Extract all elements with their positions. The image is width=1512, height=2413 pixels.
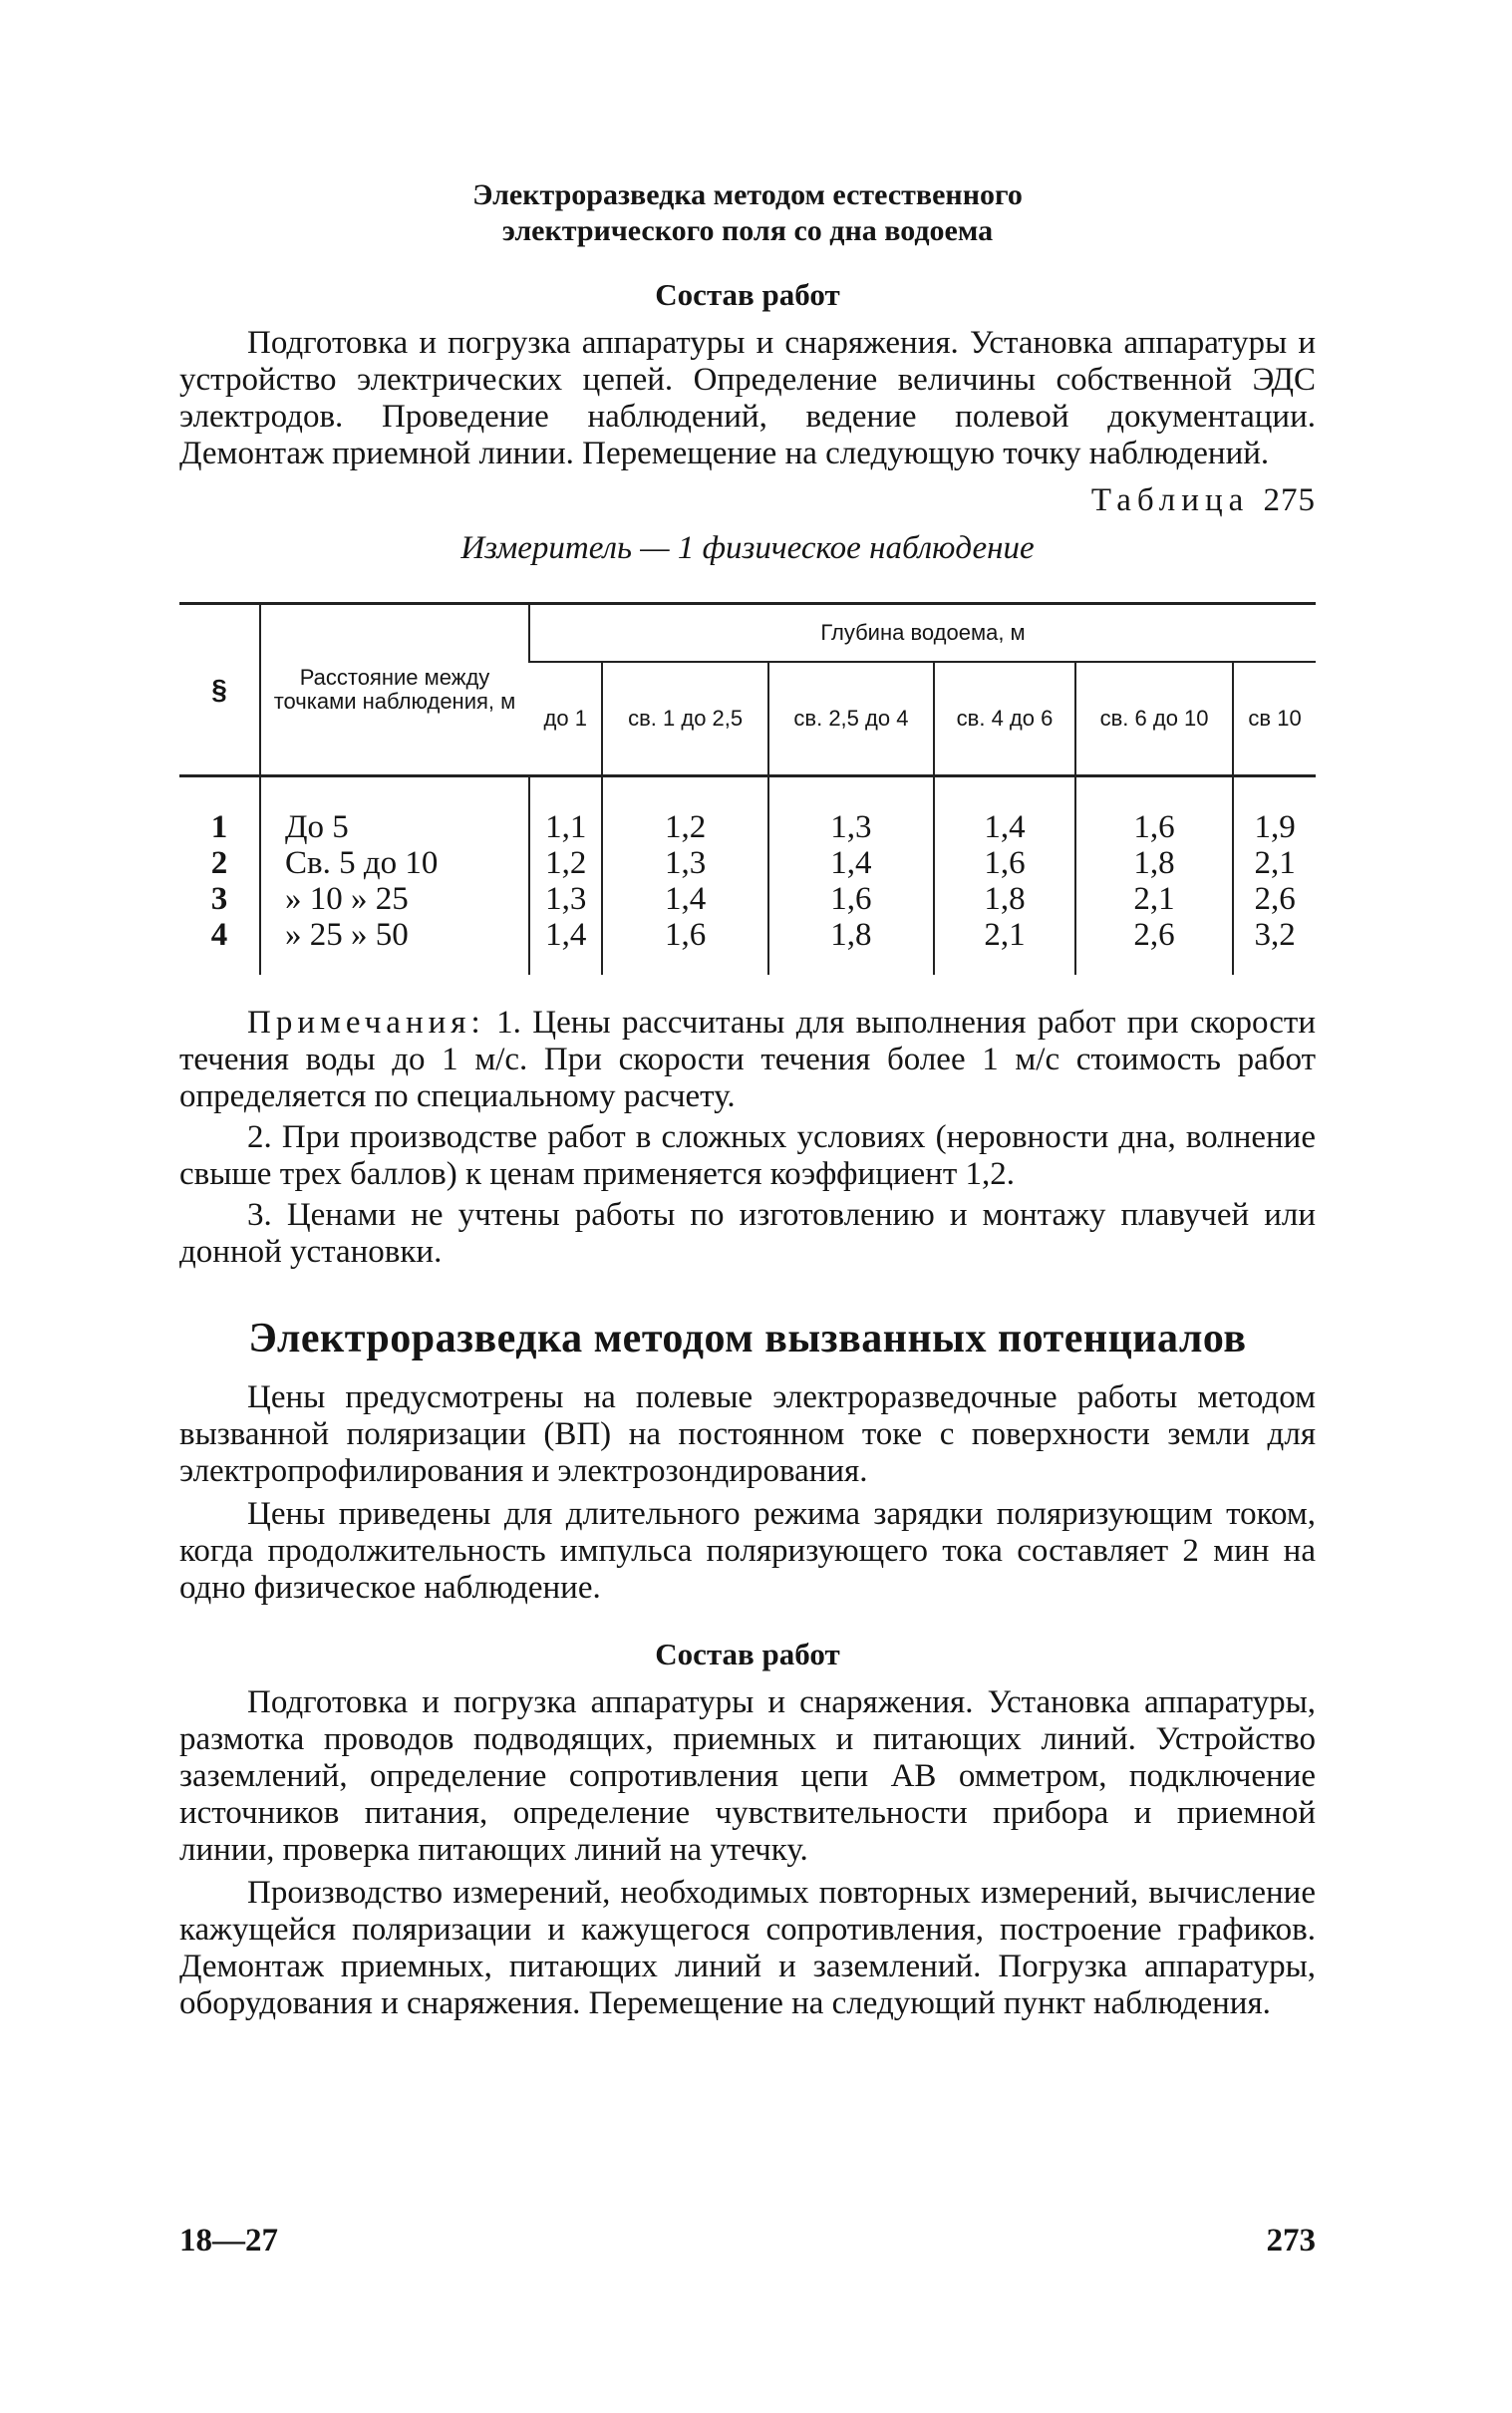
body-paragraph: Производство измерений, необходимых повторных измерений, вычисление кажущейся поляризации и кажущегося сопротивления, построение графиков. Демонтаж приемных, питающих линий и заземлений. Погрузка аппаратуры, оборудования и снаряжения. Перемещение на следующий пункт наблюдения. xyxy=(179,1875,1316,2021)
row-index: 1 xyxy=(179,776,260,846)
body-paragraph: Цены предусмотрены на полевые электроразведочные работы методом вызванной поляризации (ВП) на постоянном токе с поверхности земли для электропрофилирования и электрозондирования. xyxy=(179,1379,1316,1489)
cell-value: 1,3 xyxy=(602,845,767,881)
col-header-depth: до 1 xyxy=(529,662,602,776)
table-label-word: Таблица xyxy=(1090,482,1250,518)
cell-value: 1,6 xyxy=(602,917,767,975)
section-natural-field xyxy=(179,177,1316,568)
cell-value: 1,4 xyxy=(768,845,934,881)
table-row xyxy=(179,917,1316,975)
table-notes xyxy=(179,1005,1316,1271)
table-row xyxy=(179,881,1316,917)
row-distance: » 25 » 50 xyxy=(260,917,529,975)
cell-value: 1,3 xyxy=(768,776,934,846)
col-header-depth: св. 2,5 до 4 xyxy=(768,662,934,776)
cell-value: 1,2 xyxy=(602,776,767,846)
section-title: Электроразведка методом вызванных потенциалов xyxy=(248,1316,1247,1361)
section-title-line2: электрического поля со дна водоема xyxy=(501,214,994,247)
cell-value: 1,8 xyxy=(934,881,1075,917)
price-table xyxy=(179,602,1316,975)
col-header-depth: св. 4 до 6 xyxy=(934,662,1075,776)
table-caption: Измеритель — 1 физическое наблюдение xyxy=(460,530,1035,566)
section-induced-polarization xyxy=(179,1314,1316,2022)
cell-value: 2,1 xyxy=(1233,845,1316,881)
cell-value: 2,1 xyxy=(1075,881,1233,917)
table-row xyxy=(179,776,1316,846)
col-header-distance: Расстояние между точками наблюдения, м xyxy=(260,604,529,776)
note-1 xyxy=(179,1005,1316,1115)
table-label xyxy=(179,480,1316,520)
page-number: 273 xyxy=(1266,2223,1316,2259)
row-index: 3 xyxy=(210,881,228,917)
table-row xyxy=(179,845,1316,881)
col-header-depth: св. 1 до 2,5 xyxy=(602,662,767,776)
row-distance: До 5 xyxy=(260,776,529,846)
row-distance: » 10 » 25 xyxy=(260,881,529,917)
cell-value: 2,1 xyxy=(934,917,1075,975)
cell-value: 1,2 xyxy=(529,845,602,881)
cell-value: 1,4 xyxy=(529,917,602,975)
note-1-text: 1. Цены рассчитаны для выполнения работ при скорости течения воды до 1 м/с. При скорости течения более 1 м/с стоимость работ определяется по специальному расчету. xyxy=(179,1005,1316,1114)
subheading-work-composition: Состав работ xyxy=(655,1637,840,1671)
cell-value: 2,6 xyxy=(1075,917,1233,975)
col-header-depth: св 10 xyxy=(1233,662,1316,776)
body-paragraph: Подготовка и погрузка аппаратуры и снаряжения. Установка аппаратуры и устройство электрических цепей. Определение величины собственной ЭДС электродов. Проведение наблюдений, ведение полевой документации. Демонтаж приемной линии. Перемещение на следующую точку наблюдений. xyxy=(179,325,1316,471)
body-paragraph: Цены приведены для длительного режима зарядки поляризующим током, когда продолжительность импульса поляризующего тока составляет 2 мин на одно физическое наблюдение. xyxy=(179,1496,1316,1606)
notes-label: Примечания: xyxy=(247,1005,485,1041)
body-paragraph: Подготовка и погрузка аппаратуры и снаряжения. Установка аппаратуры, размотка проводов подводящих, приемных и питающих линий. Устройство заземлений, определение сопротивления цепи АВ омметром, подключение источников питания, определение чувствительности прибора и приемной линии, проверка питающих линий на утечку. xyxy=(179,1684,1316,1868)
page-footer xyxy=(179,2221,1316,2261)
cell-value: 1,8 xyxy=(768,917,934,975)
cell-value: 1,4 xyxy=(934,776,1075,846)
cell-value: 1,6 xyxy=(768,881,934,917)
cell-value: 1,1 xyxy=(529,776,602,846)
subheading-work-composition: Состав работ xyxy=(655,277,840,312)
row-distance: Св. 5 до 10 xyxy=(260,845,529,881)
cell-value: 1,3 xyxy=(529,881,602,917)
cell-value: 1,8 xyxy=(1075,845,1233,881)
cell-value: 1,6 xyxy=(1075,776,1233,846)
cell-value: 3,2 xyxy=(1233,917,1316,975)
row-index: 4 xyxy=(210,917,228,953)
note-2: 2. При производстве работ в сложных условиях (неровности дна, волнение свыше трех баллов) к ценам применяется коэффициент 1,2. xyxy=(179,1119,1316,1192)
cell-value: 1,9 xyxy=(1233,776,1316,846)
note-3: 3. Ценами не учтены работы по изготовлению и монтажу плавучей или донной установки. xyxy=(179,1197,1316,1270)
cell-value: 2,6 xyxy=(1233,881,1316,917)
cell-value: 1,4 xyxy=(602,881,767,917)
col-header-depth: св. 6 до 10 xyxy=(1075,662,1233,776)
row-index: 2 xyxy=(210,845,228,881)
table-label-number: 275 xyxy=(1263,482,1316,518)
cell-value: 1,6 xyxy=(934,845,1075,881)
col-header-index: § xyxy=(179,604,260,776)
section-title-line1: Электроразведка методом естественного xyxy=(472,178,1023,211)
table-275 xyxy=(179,602,1316,975)
group-header-depth: Глубина водоема, м xyxy=(529,604,1316,663)
signature-mark: 18—27 xyxy=(179,2223,278,2259)
